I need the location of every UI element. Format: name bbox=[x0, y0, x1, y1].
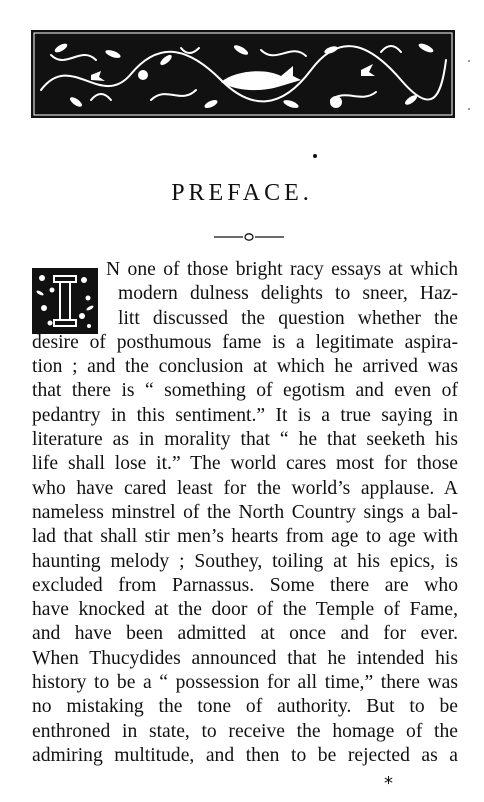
text-line: litt discussed the question whether the bbox=[118, 307, 458, 329]
text-line: lad that shall stir men’s hearts from age to age with bbox=[32, 526, 458, 548]
text-line: haunting melody ; Southey, toiling at his epics, is bbox=[32, 550, 458, 572]
signature-mark: * bbox=[384, 773, 393, 794]
text-line: have knocked at the door of the Temple of Fame, bbox=[32, 599, 458, 621]
page-title: PREFACE. bbox=[171, 180, 313, 206]
text-line: pedantry in this sentiment.” It is a true saying in bbox=[32, 404, 458, 426]
text-line: admiring multitude, and then to be rejected as a bbox=[32, 744, 458, 766]
margin-speck bbox=[468, 108, 470, 110]
text-line: and have been admitted at once and for ever. bbox=[32, 623, 458, 645]
text-line: no mistaking the tone of authority. But to be bbox=[32, 696, 458, 718]
text-line: who have cared least for the world’s applause. A bbox=[32, 477, 458, 499]
floral-banner-ornament bbox=[31, 30, 455, 118]
text-line: desire of posthumous fame is a legitimate aspira- bbox=[32, 331, 458, 353]
text-line: enthroned in state, to receive the homage of the bbox=[32, 720, 458, 742]
text-line: When Thucydides announced that he intended his bbox=[32, 647, 458, 669]
text-line: nameless minstrel of the North Country sings a bal- bbox=[32, 501, 458, 523]
text-line: literature as in morality that “ he that seeketh his bbox=[32, 429, 458, 451]
text-line: that there is “ something of egotism and even of bbox=[32, 380, 458, 402]
text-line: life shall lose it.” The world cares most for those bbox=[32, 453, 458, 475]
rule-divider-ornament bbox=[214, 231, 284, 243]
margin-speck bbox=[468, 60, 470, 62]
text-line: modern dulness delights to sneer, Haz- bbox=[118, 283, 458, 305]
text-line: N one of those bright racy essays at which bbox=[106, 259, 458, 280]
stray-dot bbox=[313, 154, 317, 158]
text-line: history to be a “ possession for all time,” there was bbox=[32, 672, 458, 694]
text-line: tion ; and the conclusion at which he arrived was bbox=[32, 356, 458, 378]
preface-body-text bbox=[32, 258, 458, 768]
text-line: excluded from Parnassus. Some there are who bbox=[32, 574, 458, 596]
